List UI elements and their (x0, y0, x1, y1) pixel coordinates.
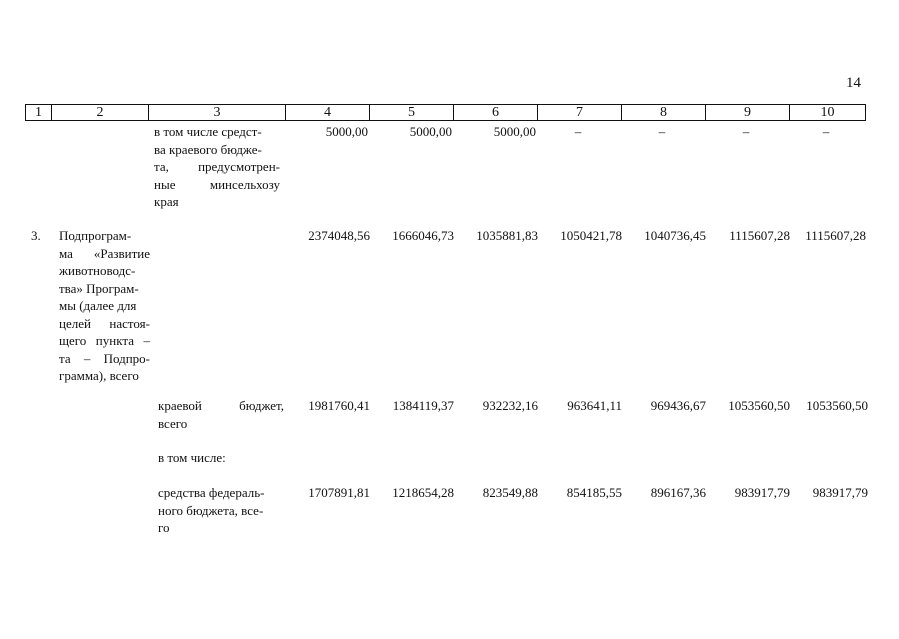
name-line: животноводс- (59, 263, 136, 278)
value-col-9: 1053560,50 (728, 398, 790, 413)
value-col-6: 1035881,83 (476, 228, 538, 243)
label-line: краевой бюджет, (158, 398, 284, 413)
value-col-5: 1384119,37 (392, 398, 454, 413)
row-label (158, 397, 284, 432)
value-col-7: – (574, 124, 582, 139)
value-col-7: 1050421,78 (560, 228, 622, 243)
column-header-9: 9 (706, 105, 790, 121)
value-col-6: 5000,00 (493, 124, 536, 139)
value-col-7: 854185,55 (566, 485, 622, 500)
label-line: го (158, 520, 170, 535)
value-col-8: 896167,36 (650, 485, 706, 500)
label-line: ные минсельхозу (154, 176, 280, 192)
name-line: целей настоя- (59, 315, 150, 331)
column-header-3: 3 (149, 105, 286, 121)
value-col-9: – (742, 124, 750, 139)
name-line: ма «Развитие (59, 245, 150, 261)
name-line: мы (далее для (59, 298, 137, 313)
value-col-9: 1115607,28 (729, 228, 790, 243)
name-line: Подпрограм- (59, 228, 132, 243)
value-col-10: – (822, 124, 830, 139)
label-line: в том числе средст- (154, 124, 262, 139)
value-col-8: 969436,67 (650, 398, 706, 413)
row-label: в том числе: (158, 450, 226, 465)
label-line: ного бюджета, все- (158, 502, 264, 518)
value-col-4: 1981760,41 (308, 398, 370, 413)
value-col-7: 963641,11 (567, 398, 622, 413)
label-line: средства федераль- (158, 485, 265, 500)
value-col-4: 5000,00 (325, 124, 368, 139)
row-label (154, 123, 280, 211)
subprogram-name (59, 227, 150, 385)
value-col-10: 1053560,50 (806, 398, 868, 413)
value-col-9: 983917,79 (734, 485, 790, 500)
column-header-8: 8 (622, 105, 706, 121)
label-line: ва краевого бюдже- (154, 141, 262, 157)
name-line: та – Подпро- (59, 350, 150, 366)
value-col-5: 1218654,28 (392, 485, 454, 500)
label-line: всего (158, 415, 188, 431)
column-header-4: 4 (286, 105, 370, 121)
value-col-10: 1115607,28 (805, 228, 866, 243)
column-header-10: 10 (790, 105, 866, 121)
label-line: та, предусмотрен- (154, 159, 280, 174)
row-number: 3. (31, 228, 41, 243)
value-col-6: 823549,88 (482, 485, 538, 500)
page-number: 14 (846, 75, 861, 91)
name-line: щего пункта – (59, 333, 150, 348)
column-header-7: 7 (538, 105, 622, 121)
label-line: края (154, 194, 179, 209)
column-header-5: 5 (370, 105, 454, 121)
value-col-4: 1707891,81 (308, 485, 370, 500)
name-line: тва» Програм- (59, 280, 139, 296)
value-col-8: 1040736,45 (644, 228, 706, 243)
row-label (158, 484, 284, 537)
value-col-10: 983917,79 (812, 485, 868, 500)
value-col-5: 5000,00 (409, 124, 452, 139)
value-col-5: 1666046,73 (392, 228, 454, 243)
name-line: грамма), всего (59, 368, 139, 383)
column-header-row (25, 104, 866, 121)
column-header-1: 1 (26, 105, 52, 121)
value-col-8: – (658, 124, 666, 139)
value-col-4: 2374048,56 (308, 228, 370, 243)
column-header-2: 2 (52, 105, 149, 121)
column-header-6: 6 (454, 105, 538, 121)
value-col-6: 932232,16 (482, 398, 538, 413)
